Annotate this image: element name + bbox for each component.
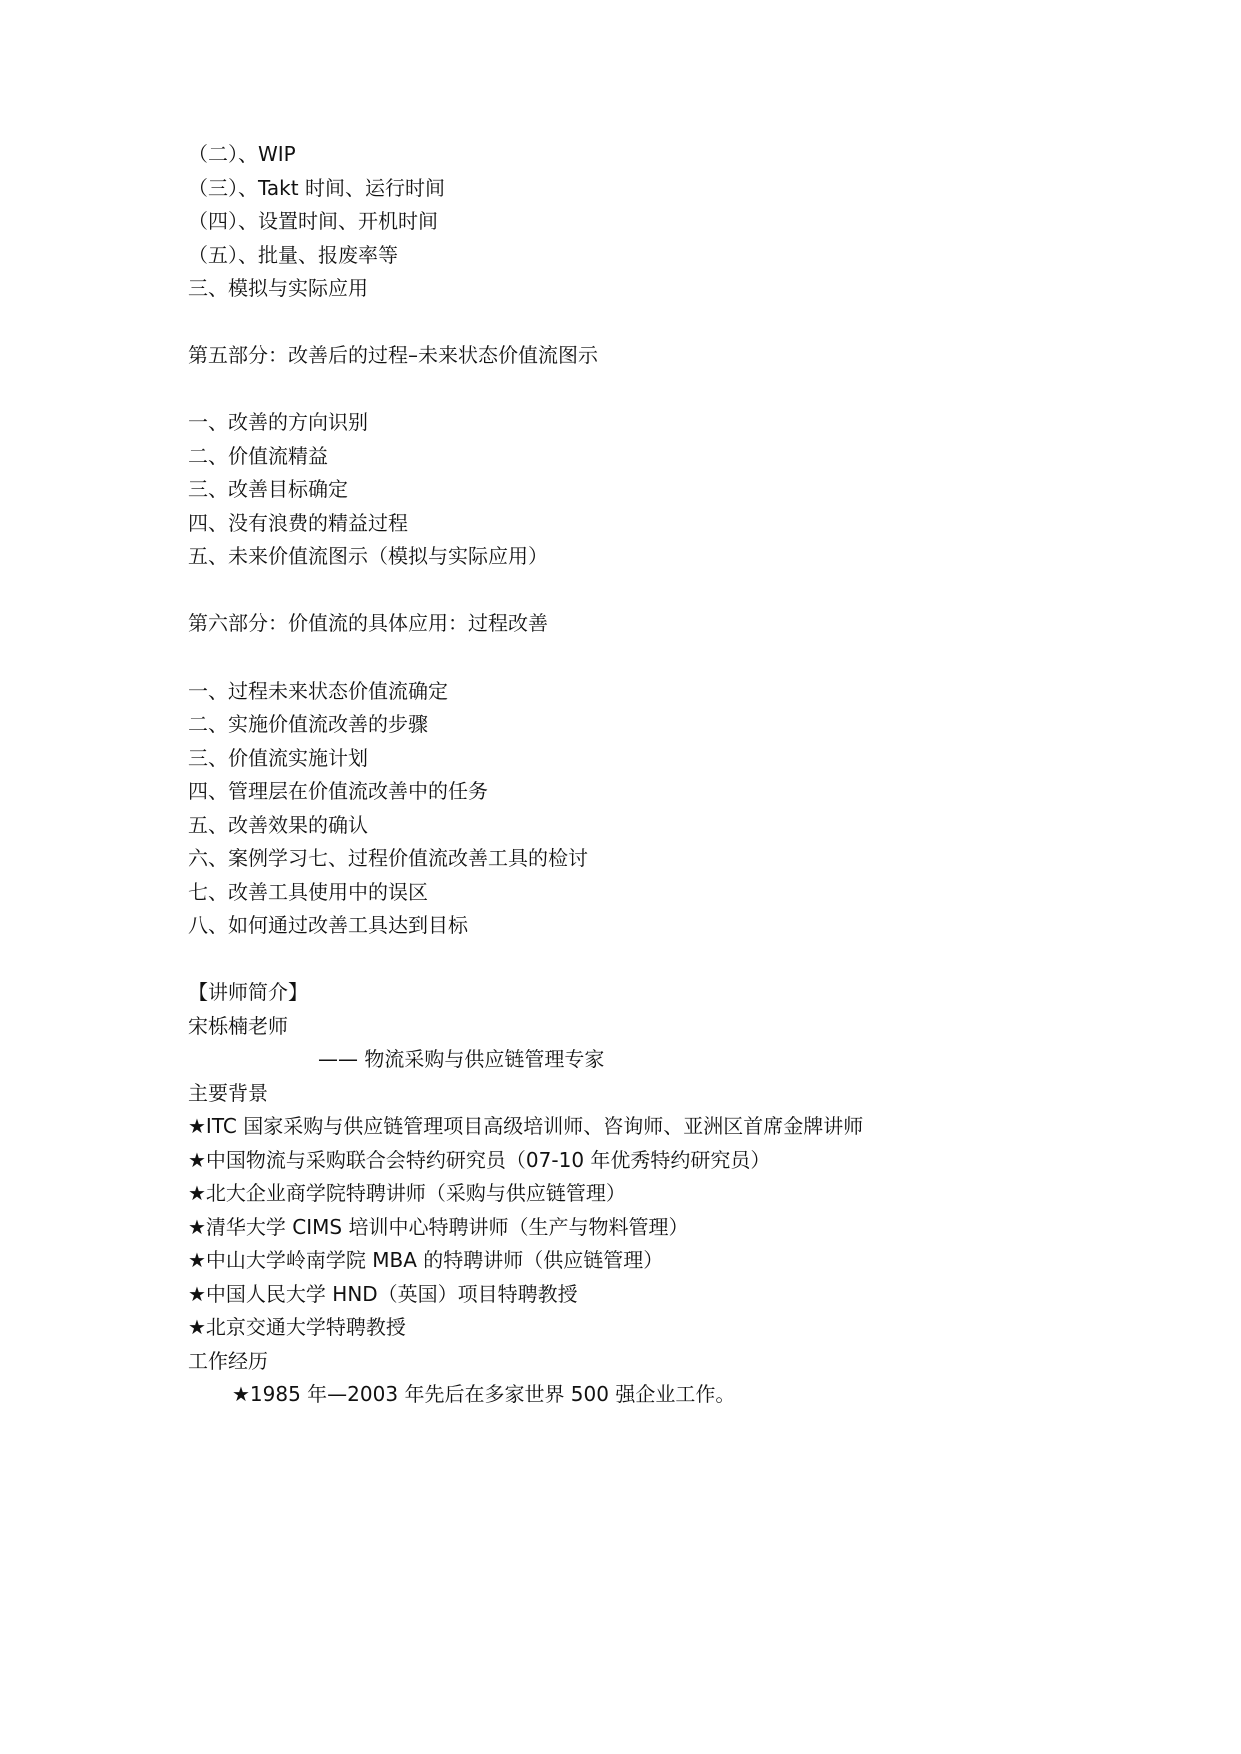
instructor-heading: 【讲师简介】 [188,980,308,1004]
list-item: （二）、WIP [188,142,296,166]
list-item: （四）、设置时间、开机时间 [188,209,438,233]
list-item: 六、案例学习七、过程价值流改善工具的检讨 [188,846,588,870]
list-item: 一、改善的方向识别 [188,410,368,434]
background-item: ★中国人民大学 HND（英国）项目特聘教授 [188,1282,578,1306]
section-heading: 第五部分：改善后的过程–未来状态价值流图示 [188,343,598,367]
background-heading: 主要背景 [188,1081,268,1105]
list-item: 二、价值流精益 [188,444,328,468]
instructor-name: 宋栎楠老师 [188,1014,288,1038]
background-item: ★中国物流与采购联合会特约研究员（07-10 年优秀特约研究员） [188,1148,771,1172]
list-item: 五、未来价值流图示（模拟与实际应用） [188,544,548,568]
list-item: 三、模拟与实际应用 [188,276,368,300]
background-item: ★北大企业商学院特聘讲师（采购与供应链管理） [188,1181,626,1205]
list-item: 一、过程未来状态价值流确定 [188,679,448,703]
list-item: （五）、批量、报废率等 [188,243,398,267]
list-item: 三、改善目标确定 [188,477,348,501]
section-heading: 第六部分：价值流的具体应用：过程改善 [188,611,548,635]
experience-item: ★1985 年—2003 年先后在多家世界 500 强企业工作。 [232,1382,736,1406]
list-item: 四、没有浪费的精益过程 [188,511,408,535]
instructor-subtitle: —— 物流采购与供应链管理专家 [318,1047,605,1071]
background-item: ★ITC 国家采购与供应链管理项目高级培训师、咨询师、亚洲区首席金牌讲师 [188,1114,864,1138]
list-item: 八、如何通过改善工具达到目标 [188,913,468,937]
background-item: ★北京交通大学特聘教授 [188,1315,406,1339]
list-item: 七、改善工具使用中的误区 [188,880,428,904]
experience-heading: 工作经历 [188,1349,268,1373]
background-item: ★清华大学 CIMS 培训中心特聘讲师（生产与物料管理） [188,1215,689,1239]
list-item: 三、价值流实施计划 [188,746,368,770]
list-item: 五、改善效果的确认 [188,813,368,837]
background-item: ★中山大学岭南学院 MBA 的特聘讲师（供应链管理） [188,1248,664,1272]
list-item: 二、实施价值流改善的步骤 [188,712,428,736]
list-item: 四、管理层在价值流改善中的任务 [188,779,488,803]
list-item: （三）、Takt 时间、运行时间 [188,176,445,200]
